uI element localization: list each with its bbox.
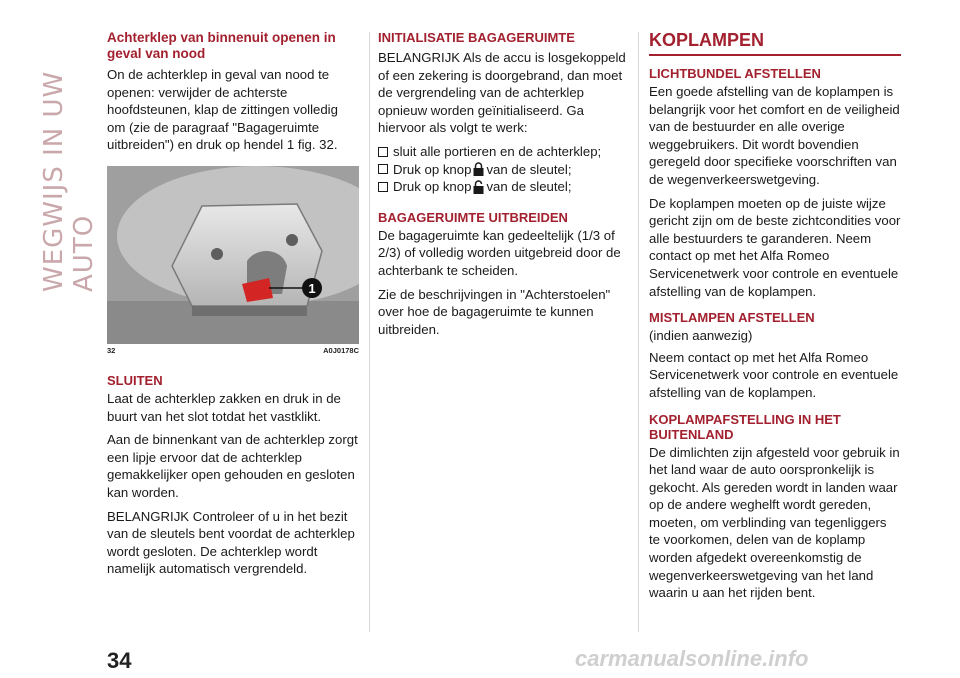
sluiten-text-3: BELANGRIJK Controleer of u in het bezit van de sleutels bent voordat de achterklep wordt gesloten. De achterklep wordt namelijk automatisch vergrendeld. (107, 508, 355, 577)
koplampen-heading: KOPLAMPEN (649, 30, 901, 56)
uitbreiden-heading: BAGAGERUIMTE UITBREIDEN (378, 209, 568, 225)
sluiten-text-2: Aan de binnenkant van de achterklep zorgt een lipje ervoor dat de achterklep gemakkelijker open gehouden en gesloten kan worden. (107, 432, 358, 500)
figure-code: A0J0178C (323, 345, 359, 355)
latch-illustration (107, 166, 359, 344)
checkbox-bullet-icon (378, 182, 388, 192)
buitenland-text: De dimlichten zijn afgesteld voor gebruik in het land waar de auto oorspronkelijk is gekocht. Als gereden wordt in landen waar op de andere weghelft wordt gereden, moeten, om verblinding van tegenliggers te voorkomen, delen van de koplamp worden afgedekt overeenkomstig de wegenverkeerswetgeving van het land waarin u aan het rijden bent. (649, 444, 900, 601)
checkbox-bullet-icon (378, 147, 388, 157)
column-right (649, 30, 901, 608)
lichtbundel-heading: LICHTBUNDEL AFSTELLEN (649, 66, 821, 81)
watermark: carmanualsonline.info (575, 646, 809, 671)
figure-number: 32 (107, 345, 116, 355)
page-number: 34 (107, 648, 132, 673)
lock-icon (473, 162, 484, 176)
unlock-icon (473, 180, 484, 194)
uitbreiden-text-2: Zie de beschrijvingen in "Achterstoelen" over hoe de bagageruimte te kunnen uitbreiden. (378, 286, 611, 337)
checkbox-bullet-icon (378, 164, 388, 174)
uitbreiden-text-1: De bagageruimte kan gedeeltelijk (1/3 of 2/3) of volledig worden uitgebreid door de achterbank te scheiden. (378, 227, 621, 278)
column-divider (369, 32, 370, 632)
init-heading: INITIALISATIE BAGAGERUIMTE (378, 30, 575, 45)
mistlampen-heading: MISTLAMPEN AFSTELLEN (649, 310, 815, 326)
init-step-3: Druk op knop van de sleutel; (378, 178, 628, 196)
side-tab-label: WEGWIJS IN UW AUTO (39, 70, 99, 292)
figure-tailgate-latch (107, 166, 359, 344)
mistlampen-text: Neem contact op met het Alfa Romeo Servicenetwerk voor controle en eventuele afstelling van de koplampen. (649, 349, 899, 400)
lichtbundel-text-2: De koplampen moeten op de juiste wijze gericht zijn om de beste zichtcondities voor alle bestuurders te garanderen. Neem contact op met het Alfa Romeo Servicenetwerk voor controle en eventuele afstelling van de koplampen. (649, 195, 901, 299)
figure-callout-1: 1 (308, 280, 316, 296)
column-divider (638, 32, 639, 632)
column-middle (378, 30, 628, 344)
mistlampen-note: (indien aanwezig) (649, 328, 753, 344)
sluiten-text-1: Laat de achterklep zakken en druk in de buurt van het slot totdat het vastklikt. (107, 390, 341, 424)
column-left (107, 30, 359, 584)
buitenland-heading: KOPLAMPAFSTELLING IN HET BUITENLAND (649, 411, 841, 442)
init-step-1: sluit alle portieren en de achterklep; (378, 143, 628, 161)
init-text: BELANGRIJK Als de accu is losgekoppeld of een zekering is doorgebrand, dan moet de vergrendeling van de achterklep opnieuw worden geïnitialiseerd. Ga hiervoor als volgt te werk: (378, 50, 626, 136)
figure-caption (107, 346, 359, 355)
section-side-tab (39, 32, 99, 292)
sluiten-heading: SLUITEN (107, 372, 163, 388)
emergency-open-heading: Achterklep van binnenuit openen in geval van nood (107, 30, 336, 61)
lichtbundel-text-1: Een goede afstelling van de koplampen is belangrijk voor het comfort en de veiligheid van de bestuurder en alle overige weggebruikers. Dit wordt bovendien geregeld door specifieke voorschriften van de wegenverkeerswetgeving. (649, 84, 900, 187)
init-step-2: Druk op knop van de sleutel; (378, 161, 628, 179)
emergency-open-text: On de achterklep in geval van nood te openen: verwijder de achterste hoofdsteunen, klap de zittingen volledig om (zie de paragraaf "Bagageruimte uitbreiden") en druk op hendel 1 fig. 32. (107, 67, 338, 153)
